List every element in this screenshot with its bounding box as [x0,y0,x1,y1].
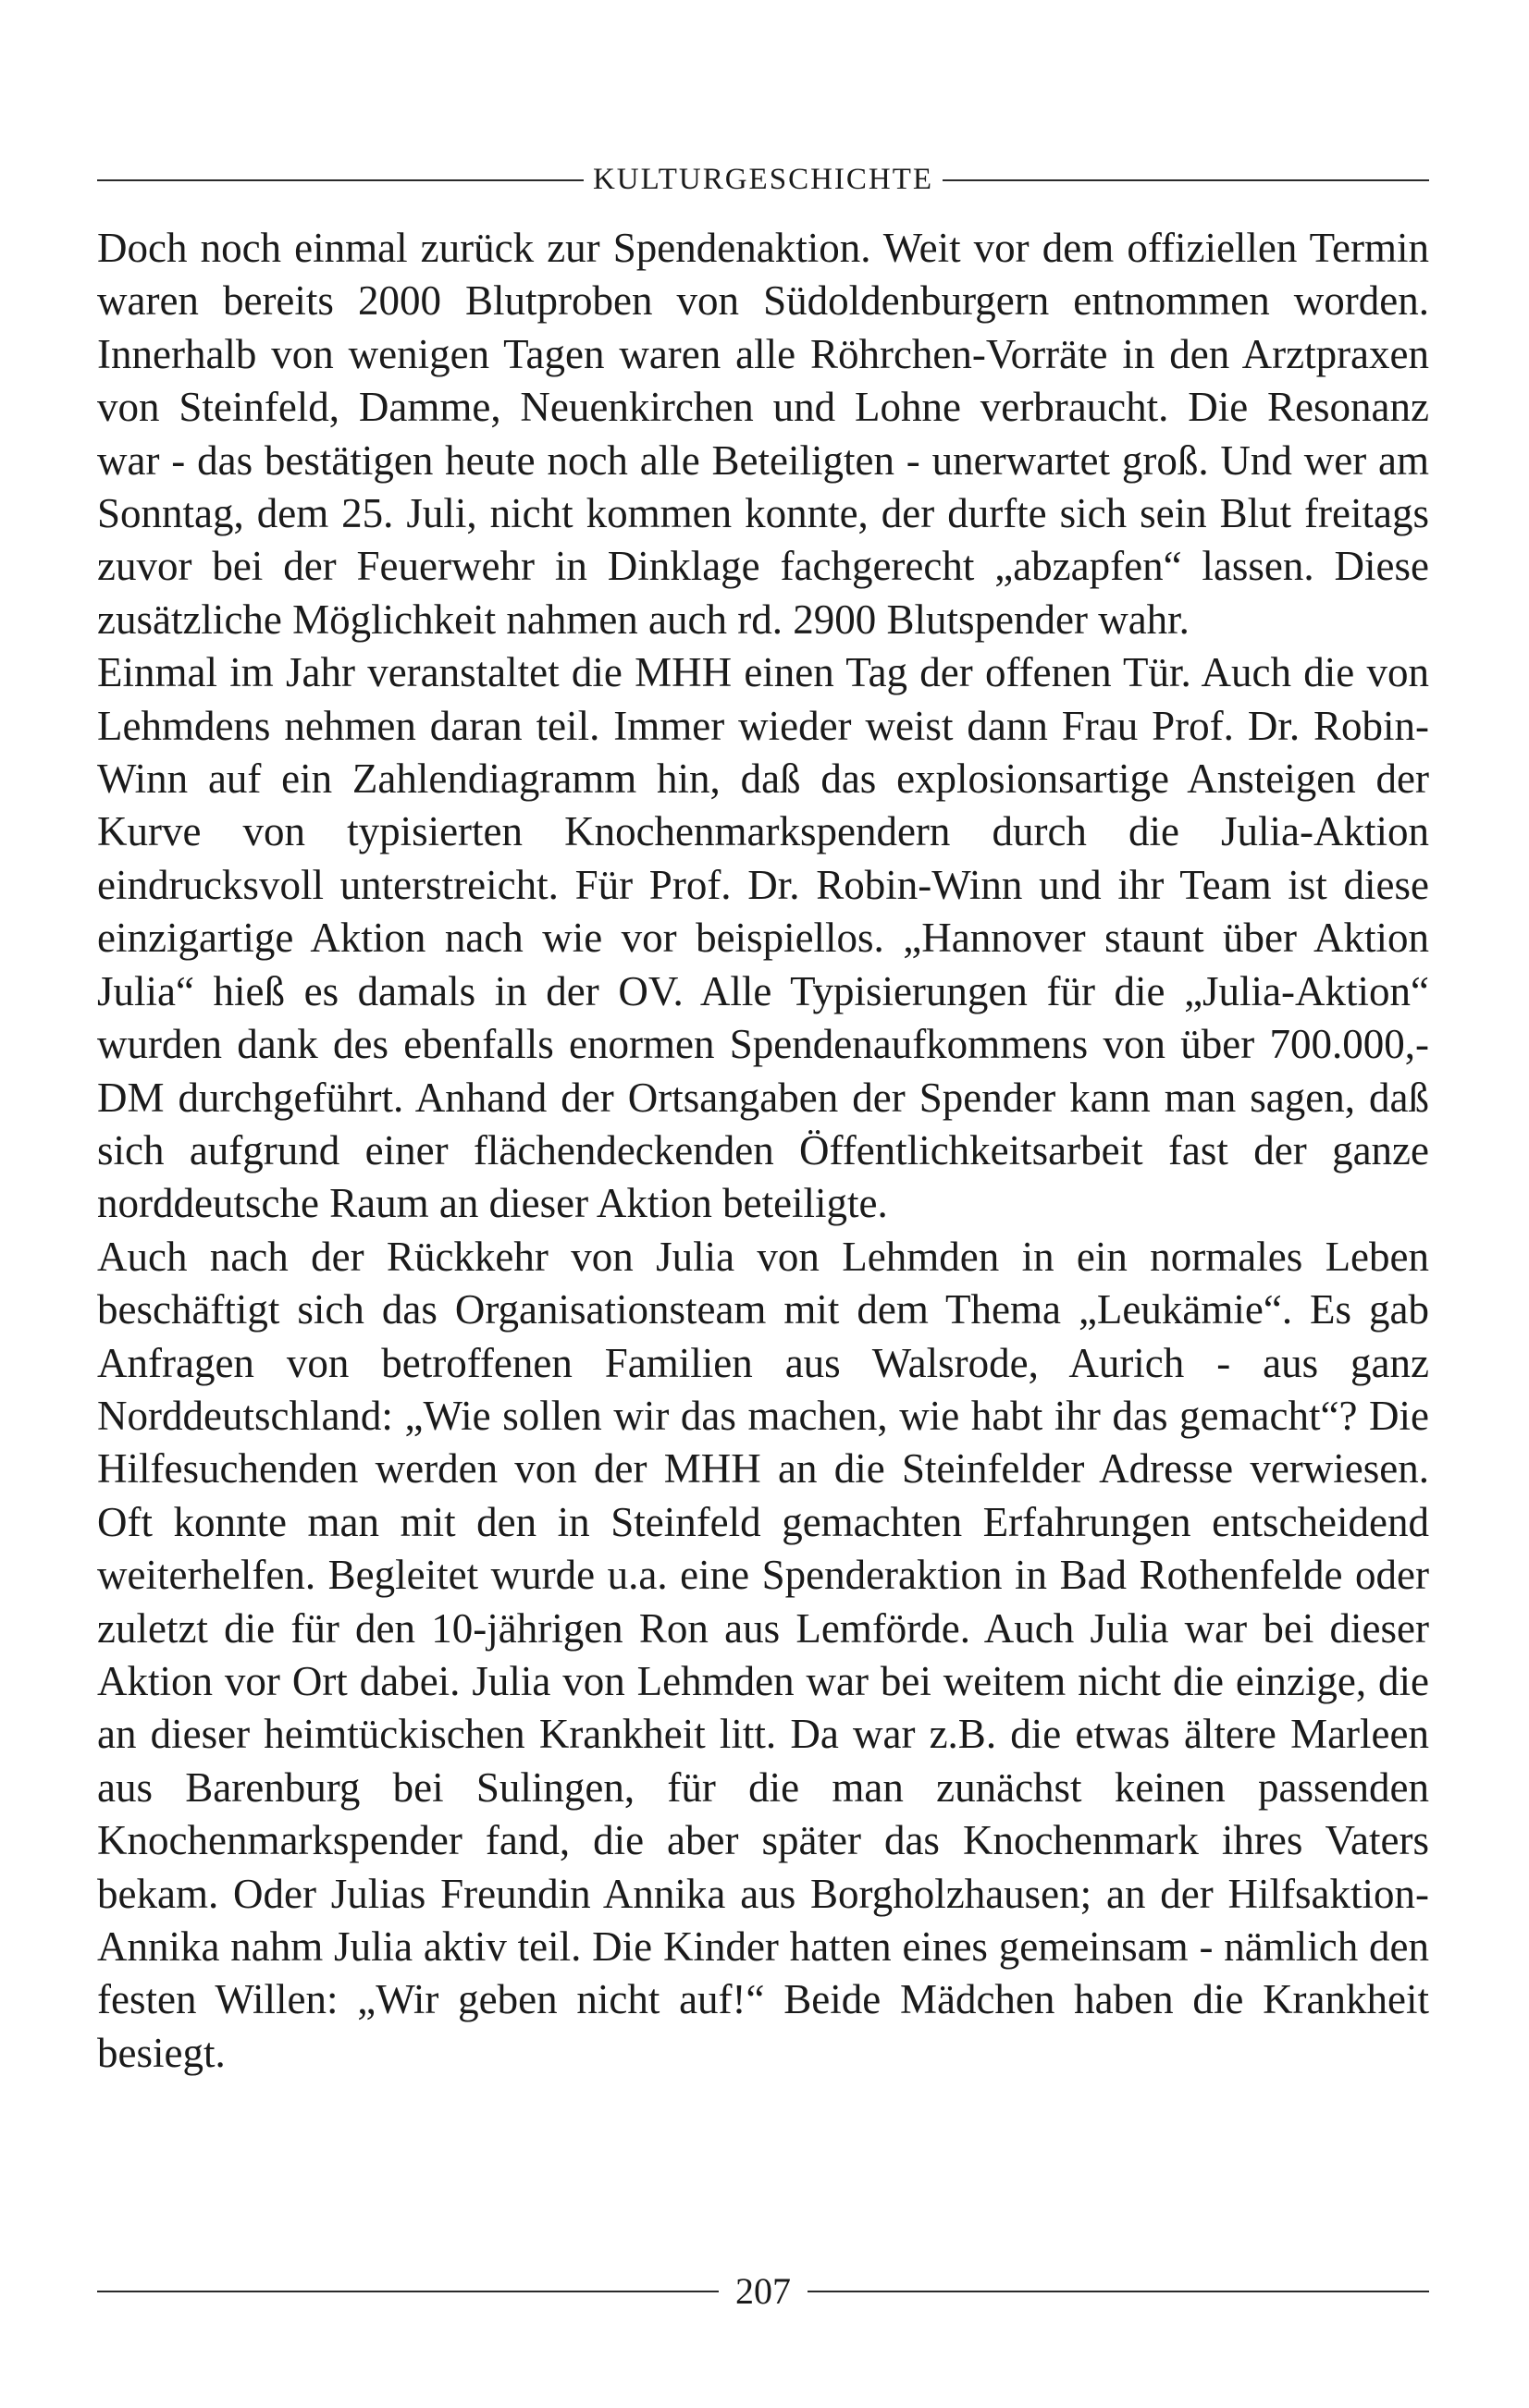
footer-rule-right [808,2291,1429,2292]
running-head [97,165,1429,195]
paragraph-1: Doch noch einmal zurück zur Spendenaktion. Weit vor dem offiziellen Termin waren bereits 2000 Blutproben von Südoldenburgern entnommen worden. Innerhalb von wenigen Tagen waren alle Röhrchen-Vorräte in den Arztpraxen von Steinfeld, Damme, Neuenkirchen und Lohne verbraucht. Die Resonanz war - das bestätigen heute noch alle Beteiligten - unerwartet groß. Und wer am Sonntag, dem 25. Juli, nicht kommen konnte, der durfte sich sein Blut freitags zuvor bei der Feuerwehr in Dinklage fachgerecht „abzapfen“ lassen. Diese zusätzliche Möglichkeit nahmen auch rd. 2900 Blutspender wahr. [97,225,1429,643]
header-rule-left [97,179,584,181]
section-title: KULTURGESCHICHTE [592,163,934,196]
header-rule-right [943,179,1429,181]
page-footer [97,2270,1429,2312]
article-body [97,222,1429,2080]
paragraph-3: Auch nach der Rückkehr von Julia von Lehmden in ein normales Leben beschäftigt sich das Organisationsteam mit dem Thema „Leukämie“. Es gab Anfragen von betroffenen Familien aus Walsrode, Aurich - aus ganz Norddeutschland: „Wie sollen wir das machen, wie habt ihr das gemacht“? Die Hilfesuchenden werden von der MHH an die Steinfelder Adresse verwiesen. Oft konnte man mit den in Steinfeld gemachten Erfahrungen entscheidend weiterhelfen. Begleitet wurde u.a. eine Spenderaktion in Bad Rothenfelde oder zuletzt die für den 10-jährigen Ron aus Lemförde. Auch Julia war bei dieser Aktion vor Ort dabei. Julia von Lehmden war bei weitem nicht die einzige, die an dieser heimtückischen Krankheit litt. Da war z.B. die etwas ältere Marleen aus Barenburg bei Sulingen, für die man zunächst keinen passenden Knochenmarkspender fand, die aber später das Knochenmark ihres Vaters bekam. Oder Julias Freundin Annika aus Borgholzhausen; an der Hilfsaktion-Annika nahm Julia aktiv teil. Die Kinder hatten eines gemeinsam - nämlich den festen Willen: „Wir geben nicht auf!“ Beide Mädchen haben die Krankheit besiegt. [97,1233,1429,2076]
page-number: 207 [735,2270,791,2312]
paragraph-2: Einmal im Jahr veranstaltet die MHH einen Tag der offenen Tür. Auch die von Lehmdens nehmen daran teil. Immer wieder weist dann Frau Prof. Dr. Robin-Winn auf ein Zahlendiagramm hin, daß das explosionsartige Ansteigen der Kurve von typisierten Knochenmarkspendern durch die Julia-Aktion eindrucksvoll unterstreicht. Für Prof. Dr. Robin-Winn und ihr Team ist diese einzigartige Aktion nach wie vor beispiellos. „Hannover staunt über Aktion Julia“ hieß es damals in der OV. Alle Typisierungen für die „Julia-Aktion“ wurden dank des ebenfalls enormen Spendenaufkommens von über 700.000,- DM durchgeführt. Anhand der Ortsangaben der Spender kann man sagen, daß sich aufgrund einer flächendeckenden Öffentlichkeitsarbeit fast der ganze norddeutsche Raum an dieser Aktion beteiligte. [97,649,1429,1227]
footer-rule-left [97,2291,719,2292]
